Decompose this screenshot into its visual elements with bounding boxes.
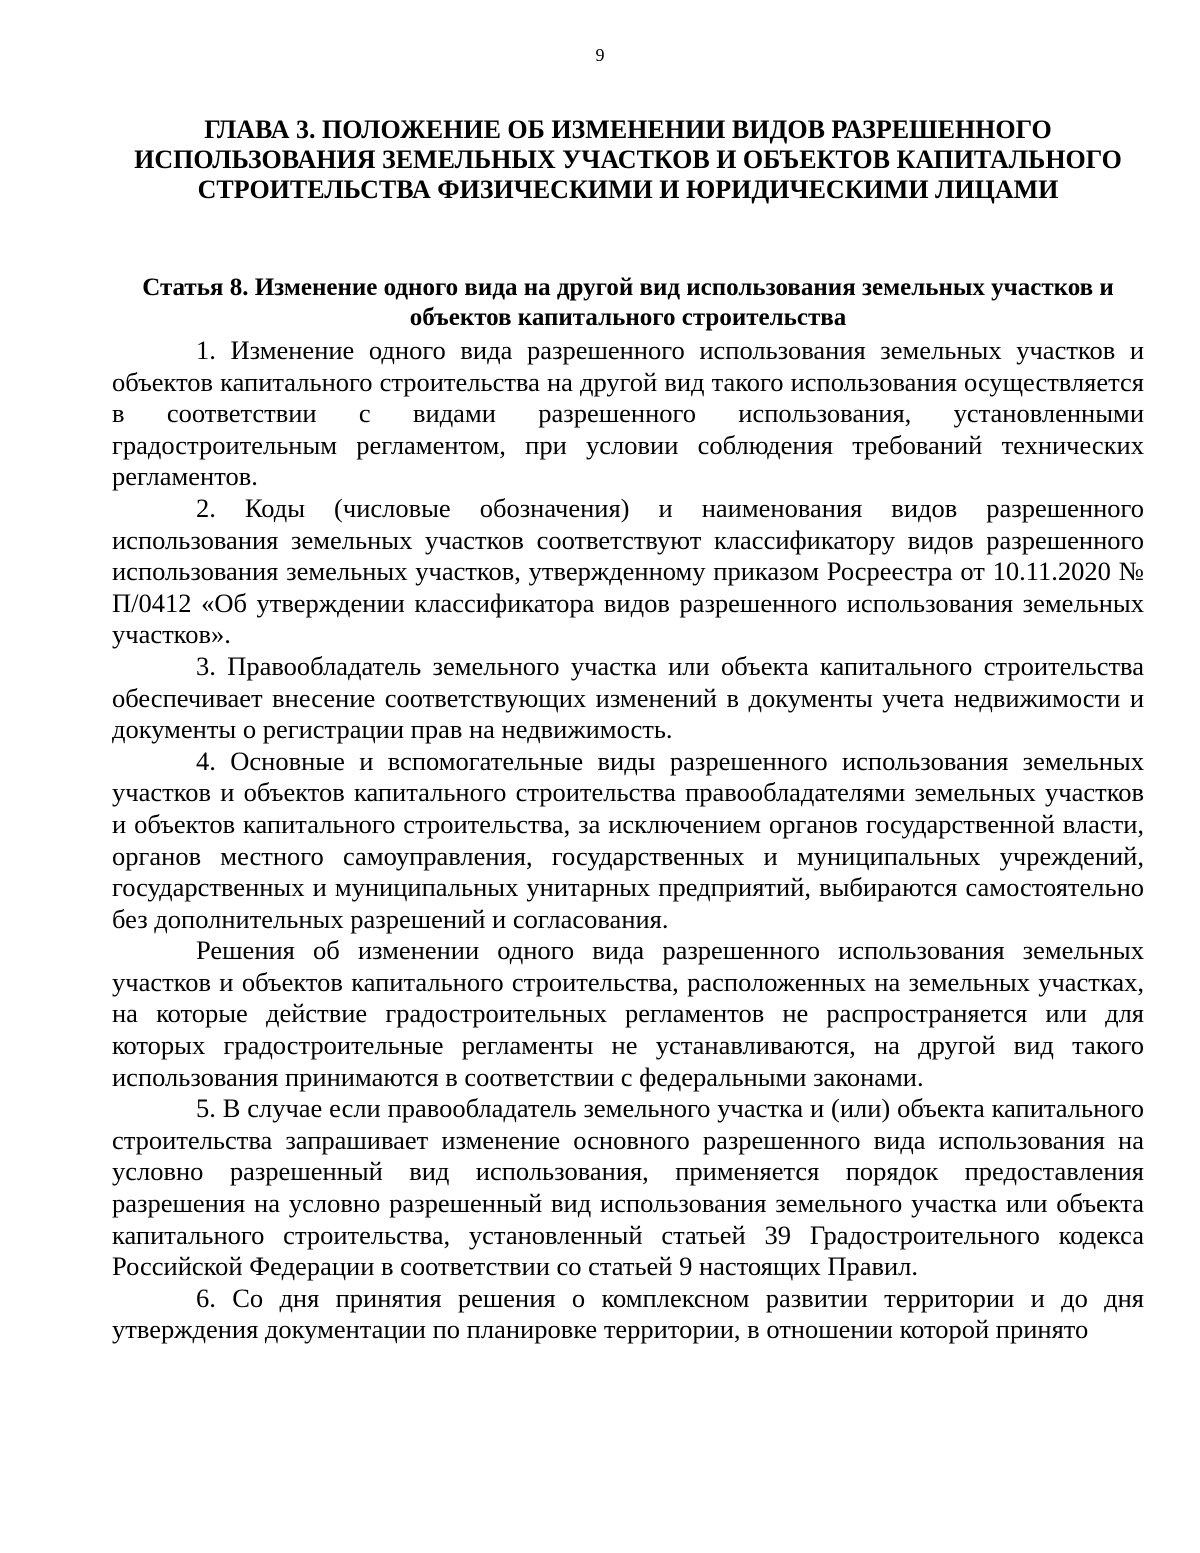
paragraph-2: 2. Коды (числовые обозначения) и наименования видов разрешенного использования земельных участков соответствуют классификатору видов разрешенного использования земельных участков, утвержденному приказом Росреестра от 10.11.2020 № П/0412 «Об утверждении классификатора видов разрешенного использования земельных участков». [112,492,1144,650]
paragraph-6: 6. Со дня принятия решения о комплексном развитии территории и до дня утверждения документации по планировке территории, в отношении которой принято [112,1282,1144,1345]
chapter-title: ГЛАВА 3. ПОЛОЖЕНИЕ ОБ ИЗМЕНЕНИИ ВИДОВ РАЗРЕШЕННОГО ИСПОЛЬЗОВАНИЯ ЗЕМЕЛЬНЫХ УЧАСТКОВ И ОБЪЕКТОВ КАПИТАЛЬНОГО СТРОИТЕЛЬСТВА ФИЗИЧЕСКИМИ И ЮРИДИЧЕСКИМИ ЛИЦАМИ [134,115,1122,204]
page-number: 9 [595,45,605,65]
paragraph-1: 1. Изменение одного вида разрешенного использования земельных участков и объектов капитального строительства на другой вид такого использования осуществляется в соответствии с видами разрешенного использования, установленными градостроительным регламентом, при условии соблюдения требований технических регламентов. [112,335,1144,492]
article-title: Статья 8. Изменение одного вида на другой вид использования земельных участков и объектов капитального строительства [142,274,1114,331]
paragraph-4-continuation: Решения об изменении одного вида разрешенного использования земельных участков и объектов капитального строительства, расположенных на земельных участках, на которые действие градостроительных регламентов не распространяется или для которых градостроительные регламенты не устанавливаются, на другой вид такого использования принимаются в соответствии с федеральными законами. [112,935,1144,1092]
article-body [112,335,1144,1346]
paragraph-4: 4. Основные и вспомогательные виды разрешенного использования земельных участков и объектов капитального строительства правообладателями земельных участков и объектов капитального строительства, за исключением органов государственной власти, органов местного самоуправления, государственных и муниципальных учреждений, государственных и муниципальных унитарных предприятий, выбираются самостоятельно без дополнительных разрешений и согласования. [112,745,1144,934]
paragraph-5: 5. В случае если правообладатель земельного участка и (или) объекта капитального строительства запрашивает изменение основного разрешенного вида использования на условно разрешенный вид использования, применяется порядок предоставления разрешения на условно разрешенный вид использования земельного участка или объекта капитального строительства, установленный статьей 39 Градостроительного кодекса Российской Федерации в соответствии со статьей 9 настоящих Правил. [112,1093,1144,1282]
paragraph-3: 3. Правообладатель земельного участка или объекта капитального строительства обеспечивает внесение соответствующих изменений в документы учета недвижимости и документы о регистрации прав на недвижимость. [112,650,1144,745]
